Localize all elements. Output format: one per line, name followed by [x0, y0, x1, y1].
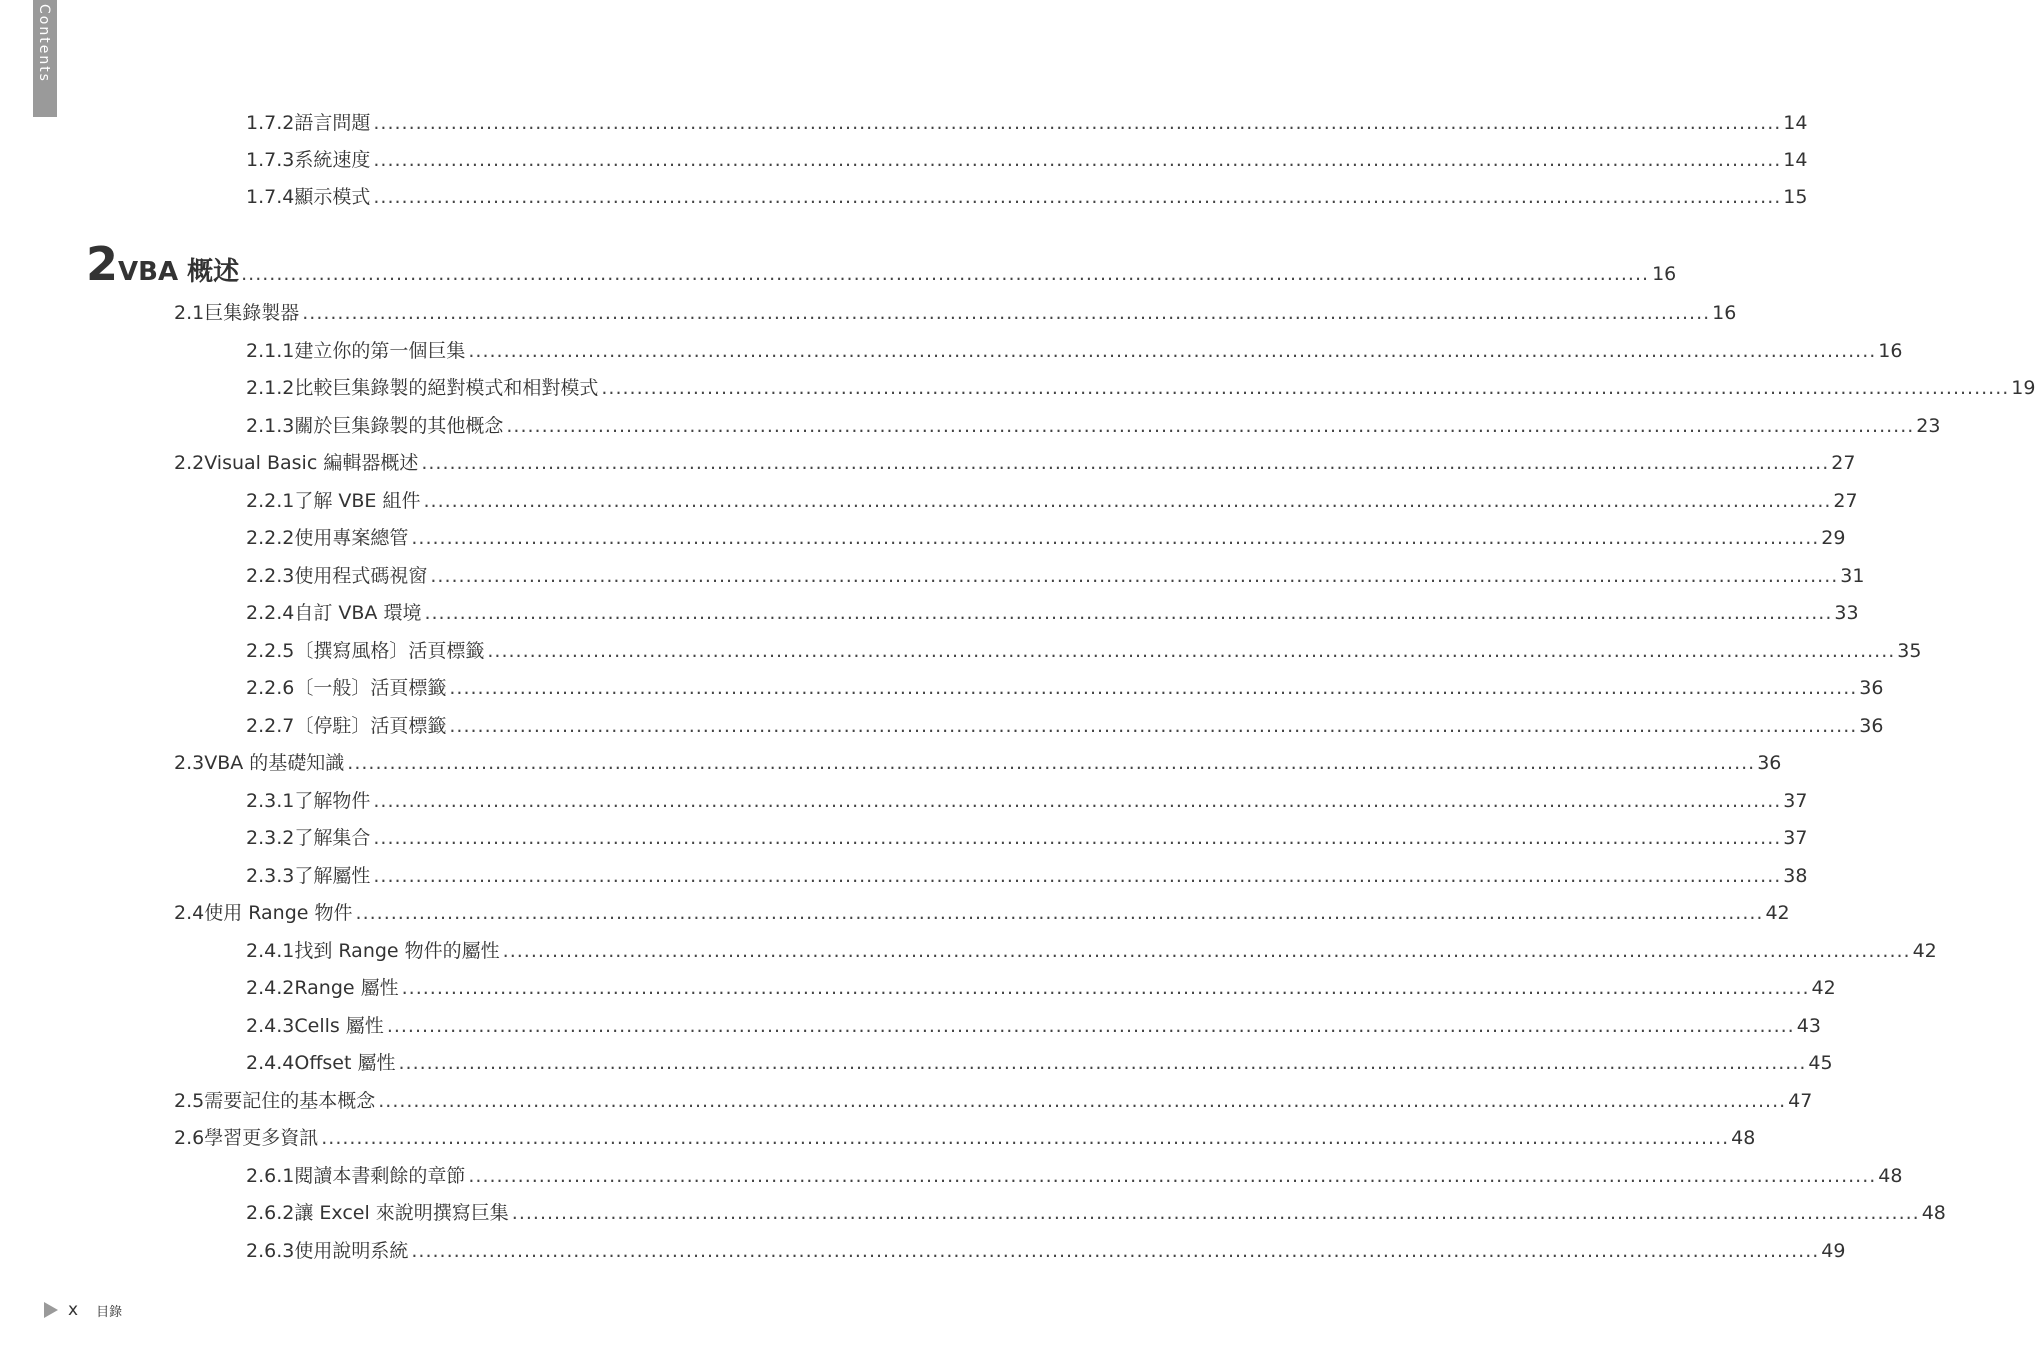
toc-entry-page: 27	[1831, 452, 1856, 474]
contents-side-tab	[33, 0, 57, 117]
toc-entry[interactable]	[246, 1198, 1946, 1228]
chapter-heading[interactable]	[86, 236, 1677, 292]
toc-entry-page: 23	[1916, 415, 1941, 437]
toc-entry[interactable]	[246, 786, 1808, 816]
dot-leader: ........................................................................................................................................................................................................	[355, 902, 1764, 924]
toc-entry-page: 38	[1783, 865, 1808, 887]
toc-entry-title: VBA 的基礎知識	[204, 752, 345, 774]
toc-entry-title: 找到 Range 物件的屬性	[294, 940, 500, 962]
toc-entry[interactable]	[246, 861, 1808, 891]
toc-entry[interactable]	[246, 182, 1808, 212]
toc-entry-number: 2.6.2	[246, 1202, 295, 1224]
toc-entry[interactable]	[246, 486, 1858, 516]
toc-entry[interactable]	[246, 598, 1859, 628]
toc-entry[interactable]	[246, 336, 1903, 366]
toc-entry[interactable]	[174, 1123, 1756, 1153]
toc-entry-title: 建立你的第一個巨集	[294, 340, 466, 362]
toc-entry-page: 14	[1783, 149, 1808, 171]
toc-entry-number: 2.1.2	[246, 377, 295, 399]
dot-leader: ........................................................................................................................................................................................................	[347, 752, 1756, 774]
toc-entry[interactable]	[246, 823, 1808, 853]
dot-leader: ........................................................................................................................................................................................................	[373, 865, 1782, 887]
toc-entry-page: 43	[1796, 1015, 1821, 1037]
toc-entry-page: 48	[1921, 1202, 1946, 1224]
toc-entry[interactable]	[246, 1236, 1846, 1266]
dot-leader: ........................................................................................................................................................................................................	[430, 565, 1839, 587]
toc-entry-page: 36	[1859, 677, 1884, 699]
toc-entry-page: 36	[1859, 715, 1884, 737]
toc-entry[interactable]	[174, 1086, 1813, 1116]
toc-entry-title: 比較巨集錄製的絕對模式和相對模式	[294, 377, 599, 399]
toc-entry-number: 1.7.4	[246, 186, 295, 208]
dot-leader: ........................................................................................................................................................................................................	[241, 263, 1650, 285]
toc-entry-page: 31	[1840, 565, 1865, 587]
dot-leader: ........................................................................................................................................................................................................	[487, 640, 1896, 662]
toc-entry-number: 2.4.3	[246, 1015, 295, 1037]
page-footer	[44, 1298, 122, 1322]
toc-entry-title: 了解集合	[294, 827, 371, 849]
dot-leader: ........................................................................................................................................................................................................	[373, 827, 1782, 849]
toc-entry-title: 讓 Excel 來說明撰寫巨集	[294, 1202, 509, 1224]
toc-entry[interactable]	[246, 523, 1846, 553]
toc-entry-number: 2.1.3	[246, 415, 295, 437]
toc-entry-page: 47	[1788, 1090, 1813, 1112]
toc-entry[interactable]	[246, 411, 1941, 441]
toc-entry[interactable]	[174, 448, 1856, 478]
toc-entry-number: 2.2.2	[246, 527, 295, 549]
toc-entry-page: 48	[1878, 1165, 1903, 1187]
toc-entry-number: 2.6.1	[246, 1165, 295, 1187]
toc-entry[interactable]	[246, 711, 1884, 741]
toc-entry-page: 48	[1731, 1127, 1756, 1149]
toc-entry-number: 2.3.3	[246, 865, 295, 887]
toc-entry-page: 16	[1878, 340, 1903, 362]
toc-entry-number: 2.2	[174, 452, 205, 474]
toc-entry-number: 2.6.3	[246, 1240, 295, 1262]
toc-entry-page: 45	[1808, 1052, 1833, 1074]
dot-leader: ........................................................................................................................................................................................................	[468, 1165, 1877, 1187]
toc-entry-title: 使用說明系統	[294, 1240, 409, 1262]
dot-leader: ........................................................................................................................................................................................................	[449, 677, 1858, 699]
toc-entry[interactable]	[246, 561, 1865, 591]
dot-leader: ........................................................................................................................................................................................................	[401, 977, 1810, 999]
dot-leader: ........................................................................................................................................................................................................	[421, 452, 1830, 474]
toc-entry[interactable]	[246, 373, 2035, 403]
toc-entry-title: 了解物件	[294, 790, 371, 812]
toc-entry-number: 2.1.1	[246, 340, 295, 362]
dot-leader: ........................................................................................................................................................................................................	[468, 340, 1877, 362]
toc-entry-page: 16	[1712, 302, 1737, 324]
toc-entry[interactable]	[246, 145, 1808, 175]
toc-entry-title: 巨集錄製器	[204, 302, 300, 324]
toc-entry-page: 35	[1897, 640, 1922, 662]
toc-entry-title: 顯示模式	[294, 186, 371, 208]
toc-entry-page: 15	[1783, 186, 1808, 208]
toc-entry-number: 2.3	[174, 752, 205, 774]
dot-leader: ........................................................................................................................................................................................................	[424, 602, 1833, 624]
dot-leader: ........................................................................................................................................................................................................	[601, 377, 2010, 399]
dot-leader: ........................................................................................................................................................................................................	[373, 149, 1782, 171]
chapter-page: 16	[1652, 263, 1677, 285]
dot-leader: ........................................................................................................................................................................................................	[411, 1240, 1820, 1262]
toc-entry-number: 2.2.7	[246, 715, 295, 737]
toc-entry-page: 36	[1757, 752, 1782, 774]
dot-leader: ........................................................................................................................................................................................................	[502, 940, 1911, 962]
toc-entry-title: 〔撰寫風格〕活頁標籤	[294, 640, 485, 662]
toc-entry-title: Visual Basic 編輯器概述	[204, 452, 419, 474]
toc-entry[interactable]	[246, 108, 1808, 138]
dot-leader: ........................................................................................................................................................................................................	[423, 490, 1832, 512]
toc-entry-page: 42	[1765, 902, 1790, 924]
toc-entry-title: 了解 VBE 組件	[294, 490, 421, 512]
toc-entry[interactable]	[246, 673, 1884, 703]
toc-entry-title: Offset 屬性	[294, 1052, 396, 1074]
toc-entry-number: 2.4.1	[246, 940, 295, 962]
toc-entry-title: 自訂 VBA 環境	[294, 602, 422, 624]
toc-entry[interactable]	[246, 1161, 1903, 1191]
toc-entry-number: 2.1	[174, 302, 205, 324]
dot-leader: ........................................................................................................................................................................................................	[378, 1090, 1787, 1112]
toc-entry-title: 〔一般〕活頁標籤	[294, 677, 447, 699]
toc-entry-title: 了解屬性	[294, 865, 371, 887]
toc-entry-title: 系統速度	[294, 149, 371, 171]
page-number: x	[68, 1300, 79, 1320]
toc-entry-title: 語言問題	[294, 112, 371, 134]
chapter-title: VBA 概述	[118, 257, 240, 287]
chapter-number: 2	[86, 237, 119, 291]
dot-leader: ........................................................................................................................................................................................................	[511, 1202, 1920, 1224]
dot-leader: ........................................................................................................................................................................................................	[449, 715, 1858, 737]
dot-leader: ........................................................................................................................................................................................................	[373, 112, 1782, 134]
toc-entry-page: 42	[1811, 977, 1836, 999]
dot-leader: ........................................................................................................................................................................................................	[373, 790, 1782, 812]
toc-entry[interactable]	[246, 936, 1937, 966]
dot-leader: ........................................................................................................................................................................................................	[411, 527, 1820, 549]
toc-entry-page: 14	[1783, 112, 1808, 134]
toc-entry[interactable]	[246, 636, 1922, 666]
toc-entry[interactable]	[174, 298, 1737, 328]
toc-entry[interactable]	[246, 1011, 1821, 1041]
toc-entry-page: 37	[1783, 790, 1808, 812]
toc-entry-title: 需要記住的基本概念	[204, 1090, 376, 1112]
toc-entry-number: 1.7.2	[246, 112, 295, 134]
toc-entry-number: 2.2.1	[246, 490, 295, 512]
toc-entry[interactable]	[246, 1048, 1833, 1078]
toc-entry-number: 2.3.2	[246, 827, 295, 849]
toc-entry-number: 2.2.6	[246, 677, 295, 699]
toc-entry-number: 2.2.3	[246, 565, 295, 587]
toc-entry-number: 2.3.1	[246, 790, 295, 812]
toc-entry-title: 使用程式碼視窗	[294, 565, 428, 587]
toc-entry-title: 關於巨集錄製的其他概念	[294, 415, 504, 437]
toc-entry-title: Cells 屬性	[294, 1015, 384, 1037]
toc-entry-number: 1.7.3	[246, 149, 295, 171]
dot-leader: ........................................................................................................................................................................................................	[373, 186, 1782, 208]
footer-label: 目錄	[96, 1304, 123, 1320]
toc-entry-number: 2.4	[174, 902, 205, 924]
toc-entry-title: 學習更多資訊	[204, 1127, 319, 1149]
dot-leader: ........................................................................................................................................................................................................	[321, 1127, 1730, 1149]
dot-leader: ........................................................................................................................................................................................................	[506, 415, 1915, 437]
toc-entry-title: 使用專案總管	[294, 527, 409, 549]
toc-entry-page: 37	[1783, 827, 1808, 849]
toc-entry-page: 42	[1912, 940, 1937, 962]
toc-entry-number: 2.4.2	[246, 977, 295, 999]
toc-entry[interactable]	[174, 898, 1790, 928]
toc-entry-number: 2.2.5	[246, 640, 295, 662]
triangle-icon	[44, 1302, 58, 1318]
toc-entry-page: 49	[1821, 1240, 1846, 1262]
toc-entry-title: 〔停駐〕活頁標籤	[294, 715, 447, 737]
toc-entry-title: 使用 Range 物件	[204, 902, 353, 924]
toc-entry-page: 29	[1821, 527, 1846, 549]
dot-leader: ........................................................................................................................................................................................................	[302, 302, 1711, 324]
toc-entry-number: 2.4.4	[246, 1052, 295, 1074]
toc-entry-number: 2.5	[174, 1090, 205, 1112]
toc-entry-page: 27	[1833, 490, 1858, 512]
dot-leader: ........................................................................................................................................................................................................	[398, 1052, 1807, 1074]
toc-entry-title: Range 屬性	[294, 977, 399, 999]
toc-entry-title: 閱讀本書剩餘的章節	[294, 1165, 466, 1187]
toc-entry[interactable]	[246, 973, 1836, 1003]
toc-entry-number: 2.6	[174, 1127, 205, 1149]
dot-leader: ........................................................................................................................................................................................................	[386, 1015, 1795, 1037]
toc-entry-number: 2.2.4	[246, 602, 295, 624]
toc-entry[interactable]	[174, 748, 1782, 778]
toc-entry-page: 19	[2011, 377, 2035, 399]
side-tab-label: Contents	[36, 4, 52, 83]
toc-entry-page: 33	[1834, 602, 1859, 624]
